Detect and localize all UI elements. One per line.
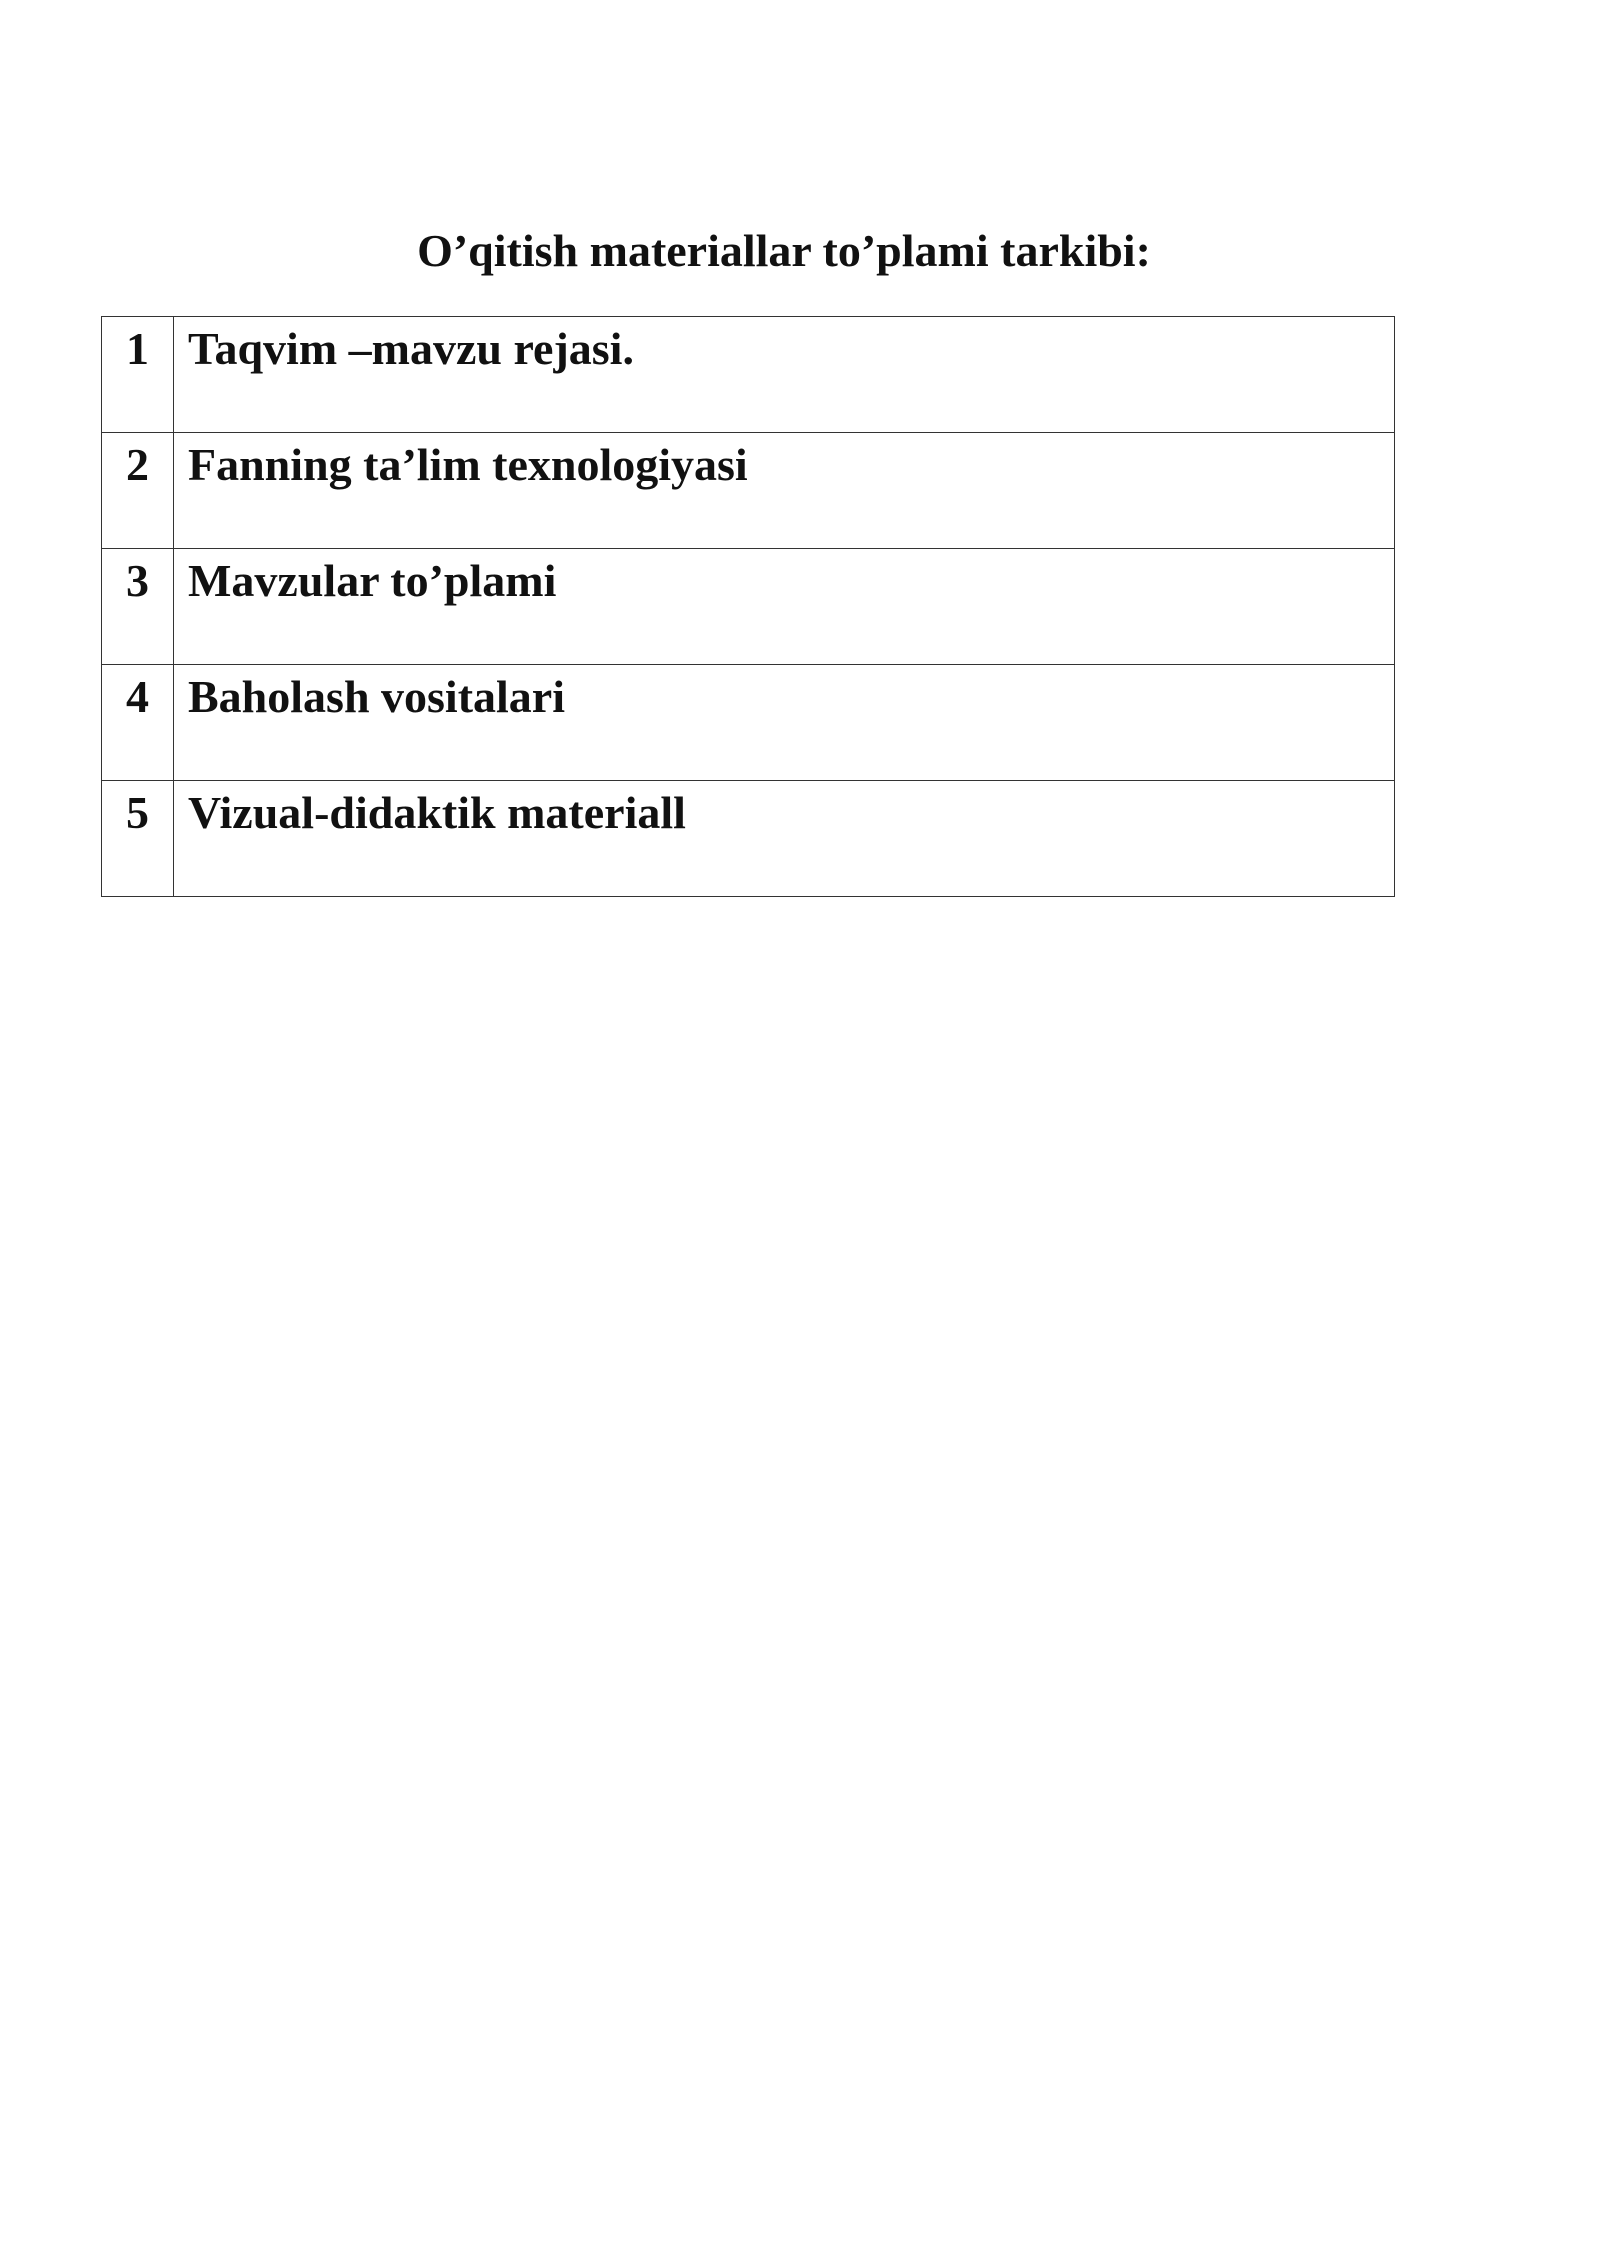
table-row bbox=[102, 433, 1395, 549]
row-number: 3 bbox=[102, 549, 174, 665]
row-text: Fanning ta’lim texnologiyasi bbox=[174, 433, 1395, 549]
row-number: 4 bbox=[102, 665, 174, 781]
contents-table bbox=[101, 316, 1395, 897]
row-text: Baholash vositalari bbox=[174, 665, 1395, 781]
table-row bbox=[102, 781, 1395, 897]
table-row bbox=[102, 665, 1395, 781]
table-row bbox=[102, 549, 1395, 665]
row-text: Vizual-didaktik materiall bbox=[174, 781, 1395, 897]
row-text: Taqvim –mavzu rejasi. bbox=[174, 317, 1395, 433]
row-number: 1 bbox=[102, 317, 174, 433]
table-row bbox=[102, 317, 1395, 433]
row-number: 5 bbox=[102, 781, 174, 897]
row-text: Mavzular to’plami bbox=[174, 549, 1395, 665]
page-title: O’qitish materiallar to’plami tarkibi: bbox=[417, 225, 1151, 276]
row-number: 2 bbox=[102, 433, 174, 549]
